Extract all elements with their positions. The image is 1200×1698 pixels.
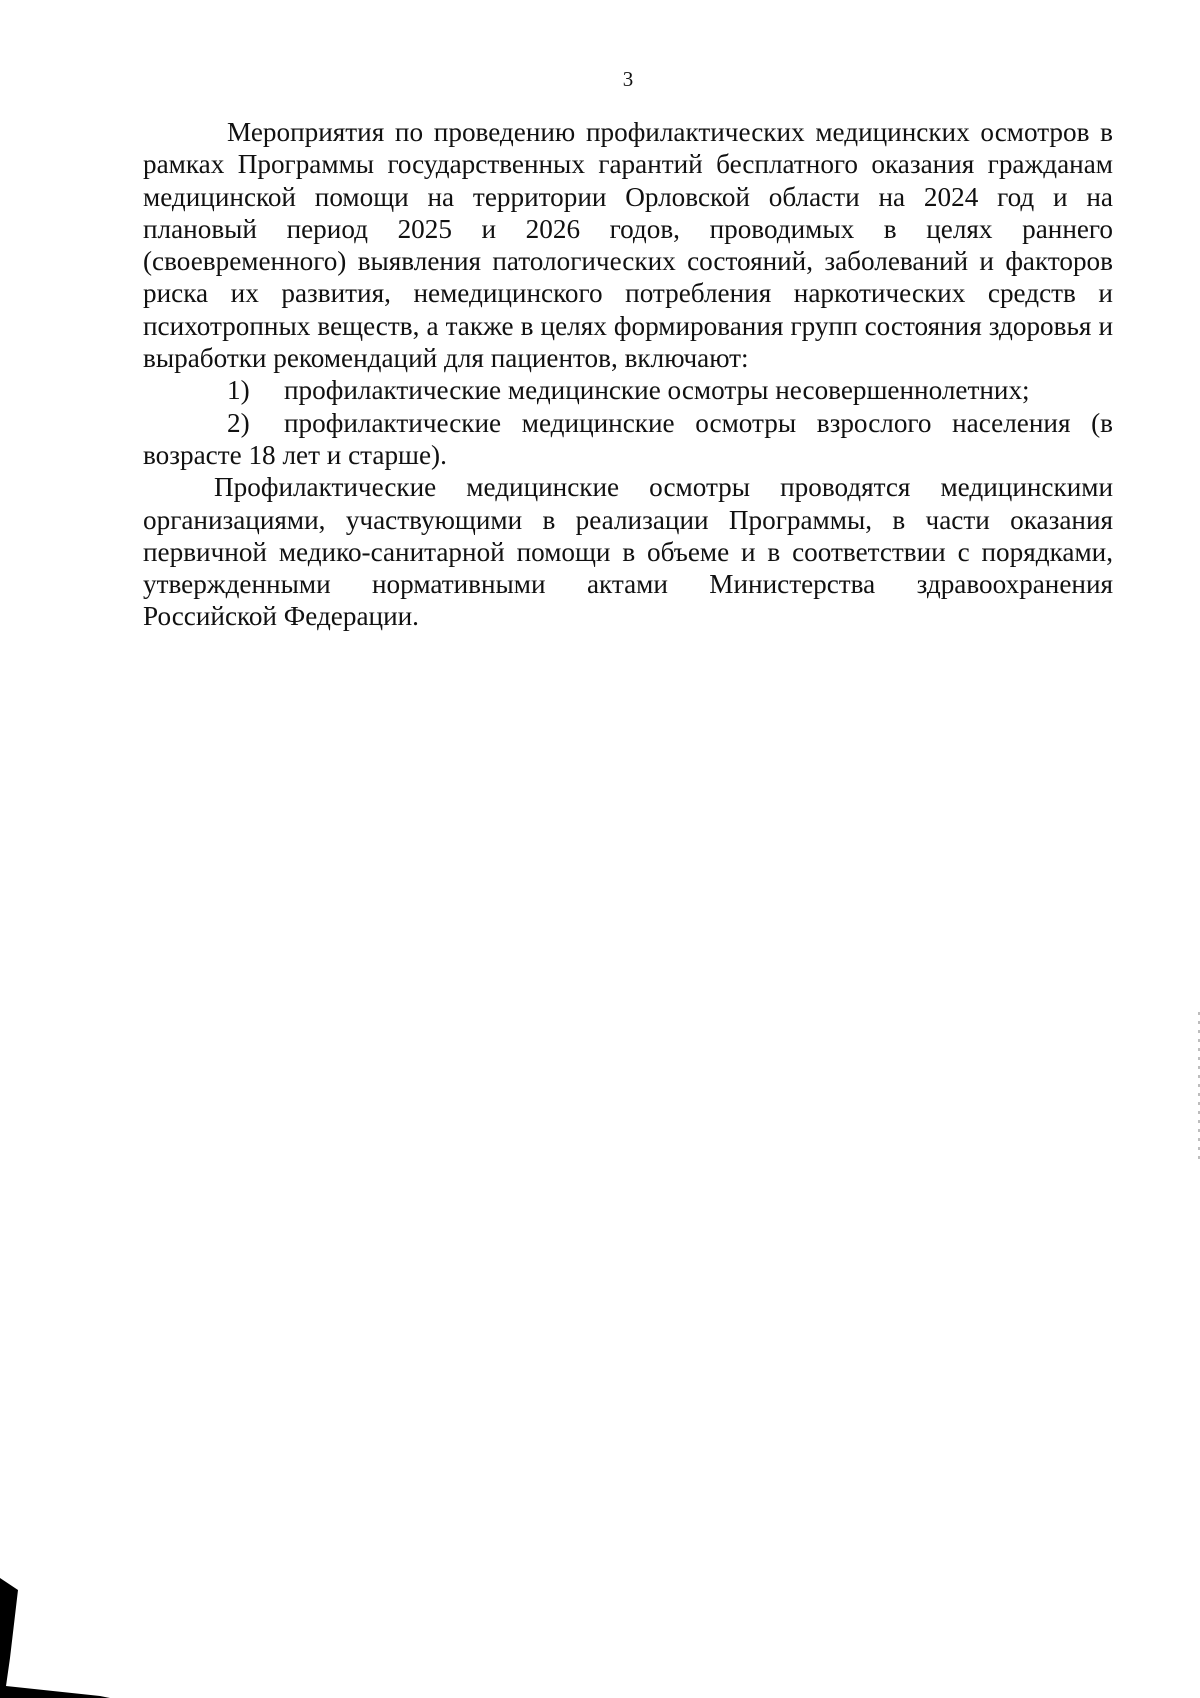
scan-corner-artifact bbox=[0, 1578, 110, 1698]
list-item-1 bbox=[143, 374, 1113, 406]
list-item-1-number: 1) bbox=[227, 375, 250, 406]
list-item-1-text: профилактические медицинские осмотры несовершеннолетних; bbox=[284, 375, 1030, 406]
intro-paragraph: Мероприятия по проведению профилактических медицинских осмотров в рамках Программы государственных гарантий бесплатного оказания гражданам медицинской помощи на территории Орловской области на 2024 год и на плановый период 2025 и 2026 годов, проводимых в целях раннего (своевременного) выявления патологических состояний, заболеваний и факторов риска их развития, немедицинского потребления наркотических средств и психотропных веществ, а также в целях формирования групп состояния здоровья и выработки рекомендаций для пациентов, включают: bbox=[143, 117, 1113, 374]
list-item-2 bbox=[143, 407, 1113, 472]
document-body bbox=[143, 116, 1113, 633]
list-item-2-text: профилактические медицинские осмотры взрослого населения (в возрасте 18 лет и старше). bbox=[143, 407, 1113, 470]
list-item-2-number: 2) bbox=[227, 407, 250, 438]
page-number: 3 bbox=[622, 67, 634, 91]
closing-paragraph: Профилактические медицинские осмотры проводятся медицинскими организациями, участвующими в реализации Программы, в части оказания первичной медико-санитарной помощи в объеме и в соответствии с порядками, утвержденными нормативными актами Министерства здравоохранения Российской Федерации. bbox=[143, 472, 1113, 632]
